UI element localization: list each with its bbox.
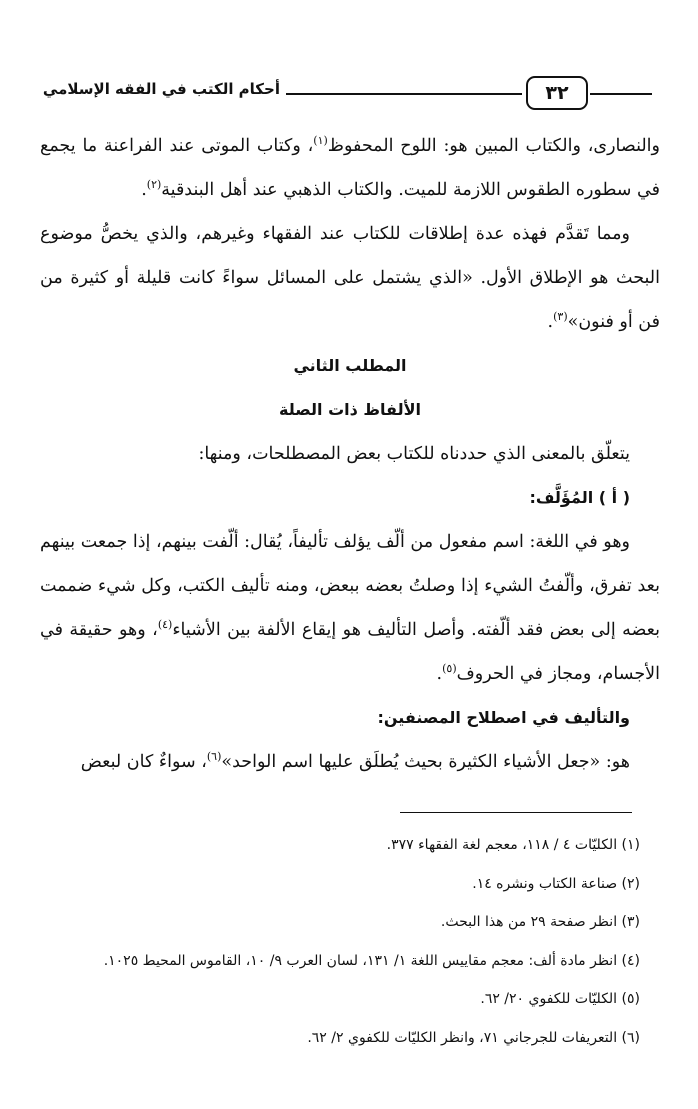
page-header [32,74,668,114]
footnote-item: (١) الكليّات ٤ / ١١٨، معجم لغة الفقهاء ٣٧٧. [386,837,640,853]
running-title: أحكام الكتب في الفقه الإسلامي [32,80,284,98]
paragraph-5-text-a: هو: «جعل الأشياء الكثيرة بحيث يُطلَق عليها اسم الواحد» [221,752,630,772]
paragraph-1-text-b: ، وكتاب الموتى عند الفراعنة ما يجمع في سطوره الطقوس اللازمة للميت. والكتاب الذهبي عند أهل البندقية [40,136,660,200]
footnote-item: (٤) انظر مادة ألف: معجم مقاييس اللغة ١/ ١٣١، لسان العرب ٩/ ١٠، القاموس المحيط ١٠٢٥. [103,952,640,969]
footnote-ref-5: (٥) [442,662,457,676]
footnote-item: (٦) التعريفات للجرجاني ٧١، وانظر الكليّات للكفوي ٢/ ٦٢. [307,1029,640,1046]
paragraph-1 [40,124,660,212]
paragraph-4-text-a: وهو في اللغة: اسم مفعول من ألّف يؤلف تأليفاً، يُقال: ألّفت بينهم، إذا جمعت بينهم بعد تفرق، وألّفتُ الشيء إذا وصلتُ بعضه ببعض، ومنه تأليف الكتب، وكل شيء ضممت بعضه إلى بعض فقد ألّفته. وأصل التأليف هو إيقاع الألفة بين الأشياء [40,532,660,640]
footnote-ref-6: (٦) [206,750,222,764]
section-subheading: الألفاظ ذات الصلة [279,400,421,419]
footnote-item: (٥) الكليّات للكفوي ٢٠/ ٦٢. [480,991,640,1007]
paragraph-2-text: ومما تَقدَّم فهذه عدة إطلاقات للكتاب عند الفقهاء وغيرهم، والذي يخصُّ موضوع البحث هو الإطلاق الأول. «الذي يشتمل على المسائل سواءً كانت قليلة أو كثيرة من فن أو فنون» [40,224,660,332]
page-number: ٣٢ [526,76,588,110]
paragraph-1-end: . [141,180,147,200]
main-text [40,124,660,784]
paragraph-1-text-a: والنصارى، والكتاب المبين هو: اللوح المحفوظ [327,136,660,156]
footnote-ref-2: (٢) [146,178,162,192]
paragraph-2-end: . [547,312,554,332]
paragraph-4-text-b: ، وهو حقيقة في الأجسام، ومجاز في الحروف [40,620,660,684]
paragraph-4-end: . [436,664,443,684]
footnote-ref-1: (١) [313,134,328,148]
footnote-separator [400,812,632,813]
paragraph-2 [40,212,660,344]
footnote-item: (٢) صناعة الكتاب ونشره ١٤. [472,875,640,892]
footnote-item: (٣) انظر صفحة ٢٩ من هذا البحث. [440,914,640,930]
header-rule-right [590,93,652,95]
paragraph-5 [40,740,660,784]
header-rule-middle [286,93,522,95]
paragraph-3: يتعلّق بالمعنى الذي حددناه للكتاب بعض المصطلحات، ومنها: [198,444,630,464]
footnote-ref-3: (٣) [553,310,568,324]
paragraph-5-text-b: ، سواءٌ كان لبعض [80,752,207,772]
sub-heading: والتأليف في اصطلاح المصنفين: [377,708,630,727]
footnote-ref-4: (٤) [157,618,173,632]
section-heading: المطلب الثاني [293,356,407,375]
term-heading: ( أ ) المُؤَلَّف: [529,488,630,507]
footnotes [40,826,640,1057]
paragraph-4 [40,520,660,696]
